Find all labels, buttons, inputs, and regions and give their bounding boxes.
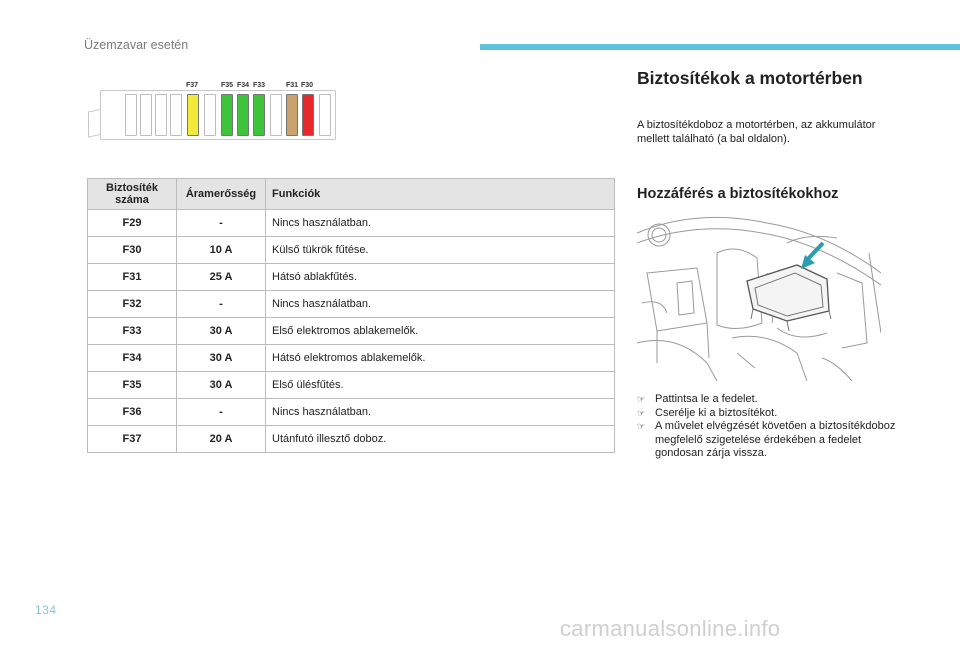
header-accent-bar [480,44,960,50]
fuse-slot [204,94,216,136]
fuse-function: Nincs használatban. [266,399,615,426]
fuse-label-f33: F33 [253,82,266,89]
instruction-steps [637,393,907,461]
header-functions: Funkciók [266,179,615,210]
fuse-function: Külső tükrök fűtése. [266,237,615,264]
fuse-amperage: 30 A [177,318,266,345]
watermark-text: carmanualsonline.info [560,616,781,641]
step-text: Pattintsa le a fedelet. [655,393,758,405]
fuse-slot-f33 [253,94,265,136]
table-row [88,210,615,237]
fuse-function: Első ülésfűtés. [266,372,615,399]
list-item [637,420,907,461]
fuse-amperage: 20 A [177,426,266,453]
header-fuse-number: Biztosíték száma [88,179,177,210]
fuse-number: F31 [88,264,177,291]
fuse-slot-f35 [221,94,233,136]
fuse-box-diagram [88,82,340,140]
fuse-label-f30: F30 [301,82,314,89]
table-row [88,372,615,399]
table-row [88,318,615,345]
pointer-bullet-icon: ☞ [637,394,646,404]
fuse-number: F30 [88,237,177,264]
fuse-amperage: 30 A [177,345,266,372]
page-number: 134 [35,603,57,617]
subsection-title: Hozzáférés a biztosítékokhoz [637,186,839,202]
fuse-amperage: 30 A [177,372,266,399]
table-header-row [88,179,615,210]
fuse-label-f34: F34 [237,82,250,89]
fuse-slot-f31 [286,94,298,136]
fuse-function: Hátsó elektromos ablakemelők. [266,345,615,372]
fuse-number: F35 [88,372,177,399]
fuse-amperage: - [177,210,266,237]
fuse-function: Nincs használatban. [266,291,615,318]
header-amperage: Áramerősség [177,179,266,210]
table-row [88,237,615,264]
list-item [637,393,907,407]
fuse-number: F29 [88,210,177,237]
fuse-number: F34 [88,345,177,372]
table-row [88,426,615,453]
table-row [88,345,615,372]
table-row [88,264,615,291]
fuse-label-f31: F31 [286,82,299,89]
fuse-slot [270,94,282,136]
fuse-slot [125,94,137,136]
fuse-amperage: - [177,399,266,426]
section-title: Biztosítékok a motortérben [637,68,863,88]
fuse-label-f35: F35 [221,82,234,89]
fuse-slot-f34 [237,94,249,136]
fuse-label-f37: F37 [186,82,199,89]
fuse-slot [319,94,331,136]
table-row [88,291,615,318]
fuse-function: Első elektromos ablakemelők. [266,318,615,345]
pointer-bullet-icon: ☞ [637,421,646,431]
list-item [637,407,907,421]
fuse-number: F32 [88,291,177,318]
fuse-number: F37 [88,426,177,453]
fuse-function: Utánfutó illesztő doboz. [266,426,615,453]
table-row [88,399,615,426]
fuse-slot [170,94,182,136]
fuse-slot [155,94,167,136]
engine-bay-fusebox-illustration [637,213,881,381]
fuse-function: Nincs használatban. [266,210,615,237]
fuse-slot [140,94,152,136]
fuse-table [87,178,615,453]
pointer-bullet-icon: ☞ [637,407,646,418]
fuse-number: F33 [88,318,177,345]
fuse-amperage: - [177,291,266,318]
fuse-number: F36 [88,399,177,426]
intro-paragraph: A biztosítékdoboz a motortérben, az akkumulátor mellett található (a bal oldalon). [637,119,876,145]
step-text: A művelet elvégzését követően a biztosítékdoboz megfelelő szigetelése érdekében a fedelet gondosan zárja vissza. [655,420,896,459]
fuse-amperage: 10 A [177,237,266,264]
fuse-amperage: 25 A [177,264,266,291]
fuse-slot-f30 [302,94,314,136]
fuse-slot-f37 [187,94,199,136]
fuse-function: Hátsó ablakfűtés. [266,264,615,291]
header-section-title: Üzemzavar esetén [84,38,189,52]
step-text: Cserélje ki a biztosítékot. [655,406,778,419]
